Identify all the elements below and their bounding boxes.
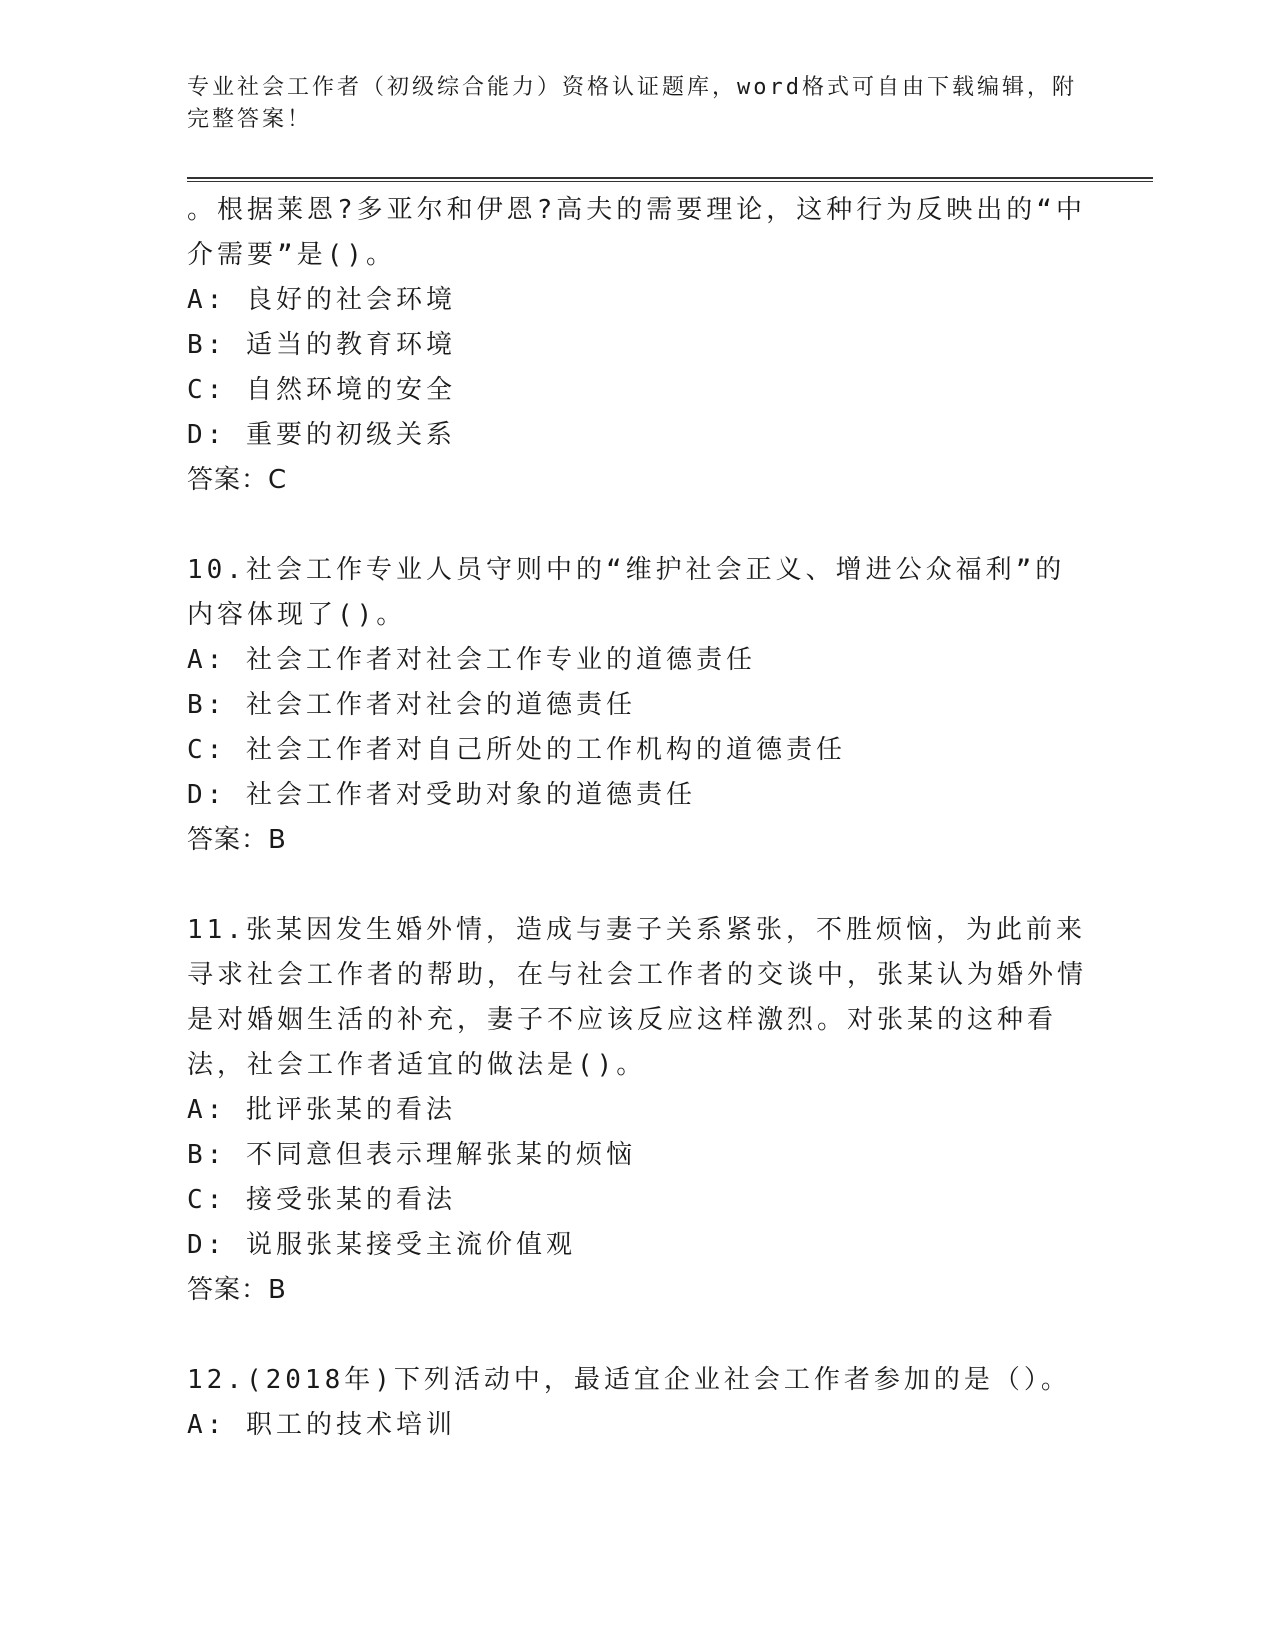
- answer-line: 答案：B: [187, 825, 287, 855]
- option-a: A: 批评张某的看法: [187, 1095, 456, 1125]
- option-a: A: 社会工作者对社会工作专业的道德责任: [187, 645, 756, 675]
- question-stem: 。根据莱恩?多亚尔和伊恩?高夫的需要理论，这种行为反映出的“中介需要”是()。: [187, 195, 1086, 270]
- spacer: [187, 503, 1087, 548]
- question-10: [187, 548, 1087, 863]
- option-b: B: 适当的教育环境: [187, 330, 456, 360]
- option-c: C: 接受张某的看法: [187, 1185, 456, 1215]
- option-d: D: 社会工作者对受助对象的道德责任: [187, 780, 696, 810]
- option-c: C: 社会工作者对自己所处的工作机构的道德责任: [187, 735, 846, 765]
- question-stem: 10.社会工作专业人员守则中的“维护社会正义、增进公众福利”的内容体现了()。: [187, 555, 1066, 630]
- option-b: B: 不同意但表示理解张某的烦恼: [187, 1140, 636, 1170]
- question-list: [187, 188, 1087, 1448]
- answer-line: 答案：B: [187, 1275, 287, 1305]
- header-divider: [187, 177, 1153, 182]
- option-c: C: 自然环境的安全: [187, 375, 456, 405]
- question-12: [187, 1358, 1087, 1448]
- question-9: [187, 188, 1087, 503]
- question-stem: 12.(2018年)下列活动中，最适宜企业社会工作者参加的是（）。: [187, 1365, 1071, 1395]
- spacer: [187, 1313, 1087, 1358]
- option-a: A: 职工的技术培训: [187, 1410, 456, 1440]
- page-header: 专业社会工作者（初级综合能力）资格认证题库，word格式可自由下载编辑，附完整答案！: [187, 75, 1077, 132]
- question-11: [187, 908, 1087, 1313]
- option-d: D: 说服张某接受主流价值观: [187, 1230, 576, 1260]
- option-b: B: 社会工作者对社会的道德责任: [187, 690, 636, 720]
- spacer: [187, 863, 1087, 908]
- option-d: D: 重要的初级关系: [187, 420, 456, 450]
- question-stem: 11.张某因发生婚外情，造成与妻子关系紧张，不胜烦恼，为此前来寻求社会工作者的帮助，在与社会工作者的交谈中，张某认为婚外情是对婚姻生活的补充，妻子不应该反应这样激烈。对张某的这种看法，社会工作者适宜的做法是()。: [187, 915, 1088, 1080]
- option-a: A: 良好的社会环境: [187, 285, 456, 315]
- answer-line: 答案：C: [187, 465, 288, 495]
